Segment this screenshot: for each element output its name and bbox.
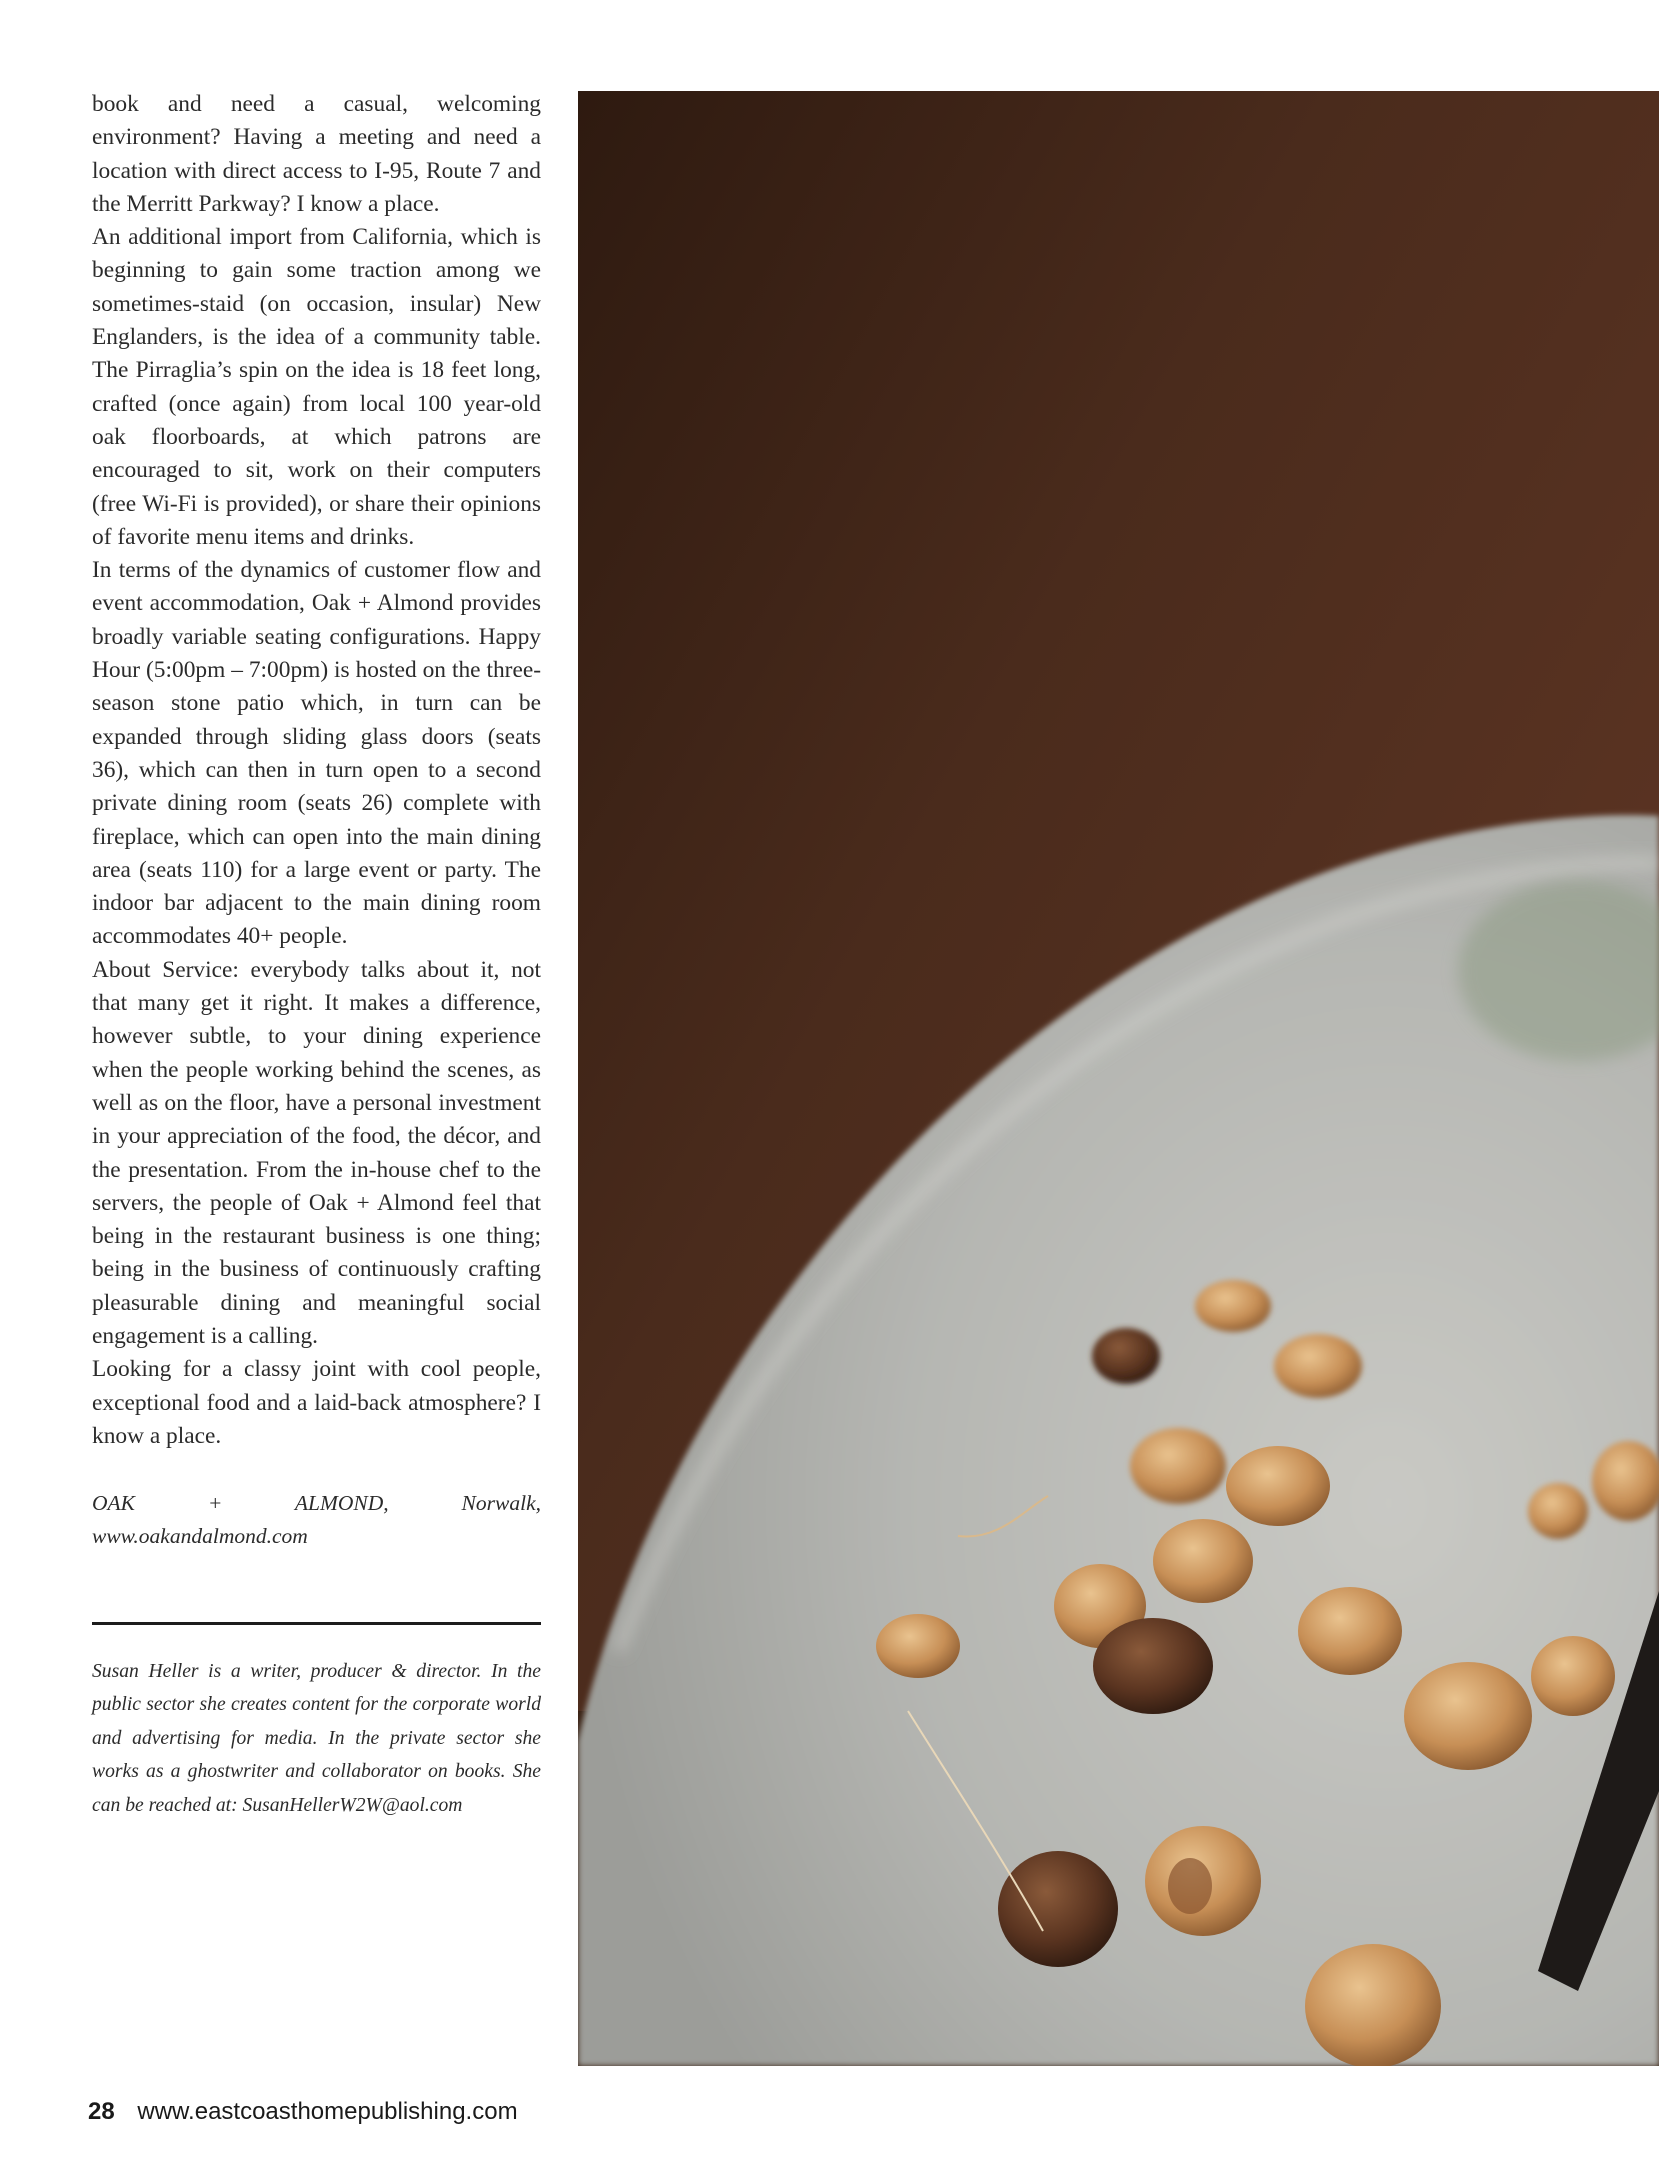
- article-paragraph: Looking for a classy joint with cool people, exceptional food and a laid-back atmosphere? I know a place.: [92, 1356, 541, 1449]
- article-paragraph: About Service: everybody talks about it, not that many get it right. It makes a difference, however subtle, to your dining experience when the people working behind the scenes, as well as on the floor, have a personal investment in your appreciation of the food, the décor, and the presentation. From the in-house chef to the servers, the people of Oak + Almond feel that being in the restaurant business is one thing; being in the business of continuously crafting pleasurable dining and meaningful social engagement is a calling.: [92, 956, 541, 1349]
- page-footer: [88, 2098, 518, 2126]
- article-paragraph: An additional import from California, which is beginning to gain some traction among we sometimes-staid (on occasion, insular) New Englanders, is the idea of a community table. The Pirraglia’s spin on the idea is 18 feet long, crafted (once again) from local 100 year-old oak floorboards, at which patrons are encouraged to sit, work on their computers (free Wi-Fi is provided), or share their opinions of favorite menu items and drinks.: [92, 224, 541, 550]
- author-bio: Susan Heller is a writer, producer & director. In the public sector she creates content for the corporate world and advertising for media. In the private sector she works as a ghostwriter and collaborator on books. She can be reached at: SusanHellerW2W@aol.com: [92, 1661, 541, 1816]
- food-photo: [578, 91, 1659, 2066]
- article-paragraph: In terms of the dynamics of customer flow and event accommodation, Oak + Almond provides broadly variable seating configurations. Happy Hour (5:00pm – 7:00pm) is hosted on the three-season stone patio which, in turn can be expanded through sliding glass doors (seats 36), which can then in turn open to a second private dining room (seats 26) complete with fireplace, which can open into the main dining area (seats 110) for a large event or party. The indoor bar adjacent to the main dining room accommodates 40+ people.: [92, 557, 541, 950]
- footer-website: www.eastcoasthomepublishing.com: [137, 2098, 518, 2125]
- restaurant-signoff: OAK + ALMOND, Norwalk, www.oakandalmond.com: [92, 1491, 541, 1549]
- section-divider: [92, 1622, 541, 1625]
- article-column: [92, 88, 541, 1553]
- article-paragraph: book and need a casual, welcoming environment? Having a meeting and need a location with direct access to I-95, Route 7 and the Merritt Parkway? I know a place.: [92, 91, 541, 217]
- page-number: 28: [88, 2098, 115, 2125]
